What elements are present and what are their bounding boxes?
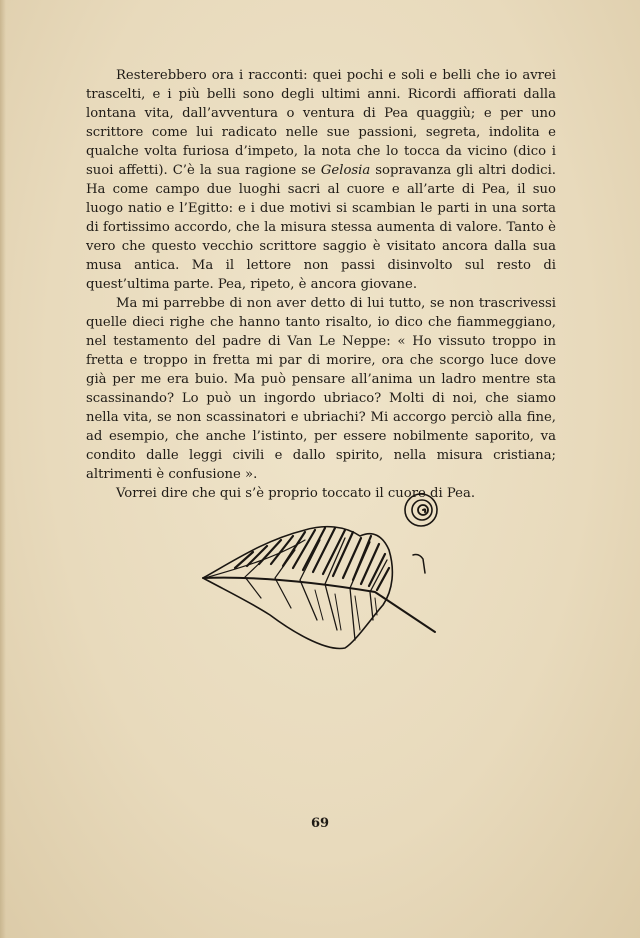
title-gelosia: Gelosia <box>320 163 371 178</box>
leaf-icon <box>203 527 435 649</box>
spiral-icon <box>405 494 437 526</box>
paragraph-racconti-text-2: sopravanza gli altri dodici. Ha come campo due luoghi sacri al cuore e all’arte di Pea, il suo luogo natio e l’Egitto: e i due motivi si scambian le parti in una sorta di fortissimo accordo, che la misura stessa aumenta di valore. Tanto è vero che questo vecchio scrittore saggio è visitato ancora dalla sua musa antica. Ma il lettore non passi disinvolto sul resto di quest’ultima parte. Pea, ripeto, è ancora giovane. <box>86 163 556 292</box>
page-edge-shadow <box>0 0 6 938</box>
paragraph-conclusion: Vorrei dire che qui s’è proprio toccato il cuore di Pea. <box>116 486 476 501</box>
body-text <box>86 66 556 503</box>
paragraph-racconti <box>86 66 556 294</box>
paragraph-racconti-text-1: Resterebbero ora i racconti: quei pochi e soli e belli che io avrei trascelti, e i più belli sono degli ultimi anni. Ricordi affiorati dalla lontana vita, dall’avventura o ventura di Pea quaggiù; e per uno scrittore come lui radicato nelle sue passioni, segreta, indolita e qualche volta furiosa d’impeto, la nota che lo tocca da vicino (dico i suoi affetti). C’è la sua ragione se <box>86 68 556 178</box>
leaf-hatching <box>235 528 389 590</box>
page-number: 69 <box>310 816 330 831</box>
paragraph-testamento: Ma mi parrebbe di non aver detto di lui tutto, se non trascrivessi quelle dieci righe che hanno tanto risalto, io dico che fiammeggiano, nel testamento del padre di Van Le Neppe: « Ho vissuto troppo in fretta e troppo in fretta mi par di morire, ora che scorgo luce dove già per me era buio. Ma può pensare all’anima un ladro mentre sta scassinando? Lo può un ingordo ubriaco? Molti di noi, che siamo nella vita, se non scassinatori e ubriachi? Mi accorgo perciò alla fine, ad esempio, che anche l’istinto, per essere nobilmente saporito, va condito dalle leggi civili e dallo spirito, nella misura cristiana; altrimenti è confusione ». <box>86 296 556 482</box>
leaf-and-spiral-drawing-icon <box>195 480 455 660</box>
small-stroke-icon <box>413 555 425 574</box>
